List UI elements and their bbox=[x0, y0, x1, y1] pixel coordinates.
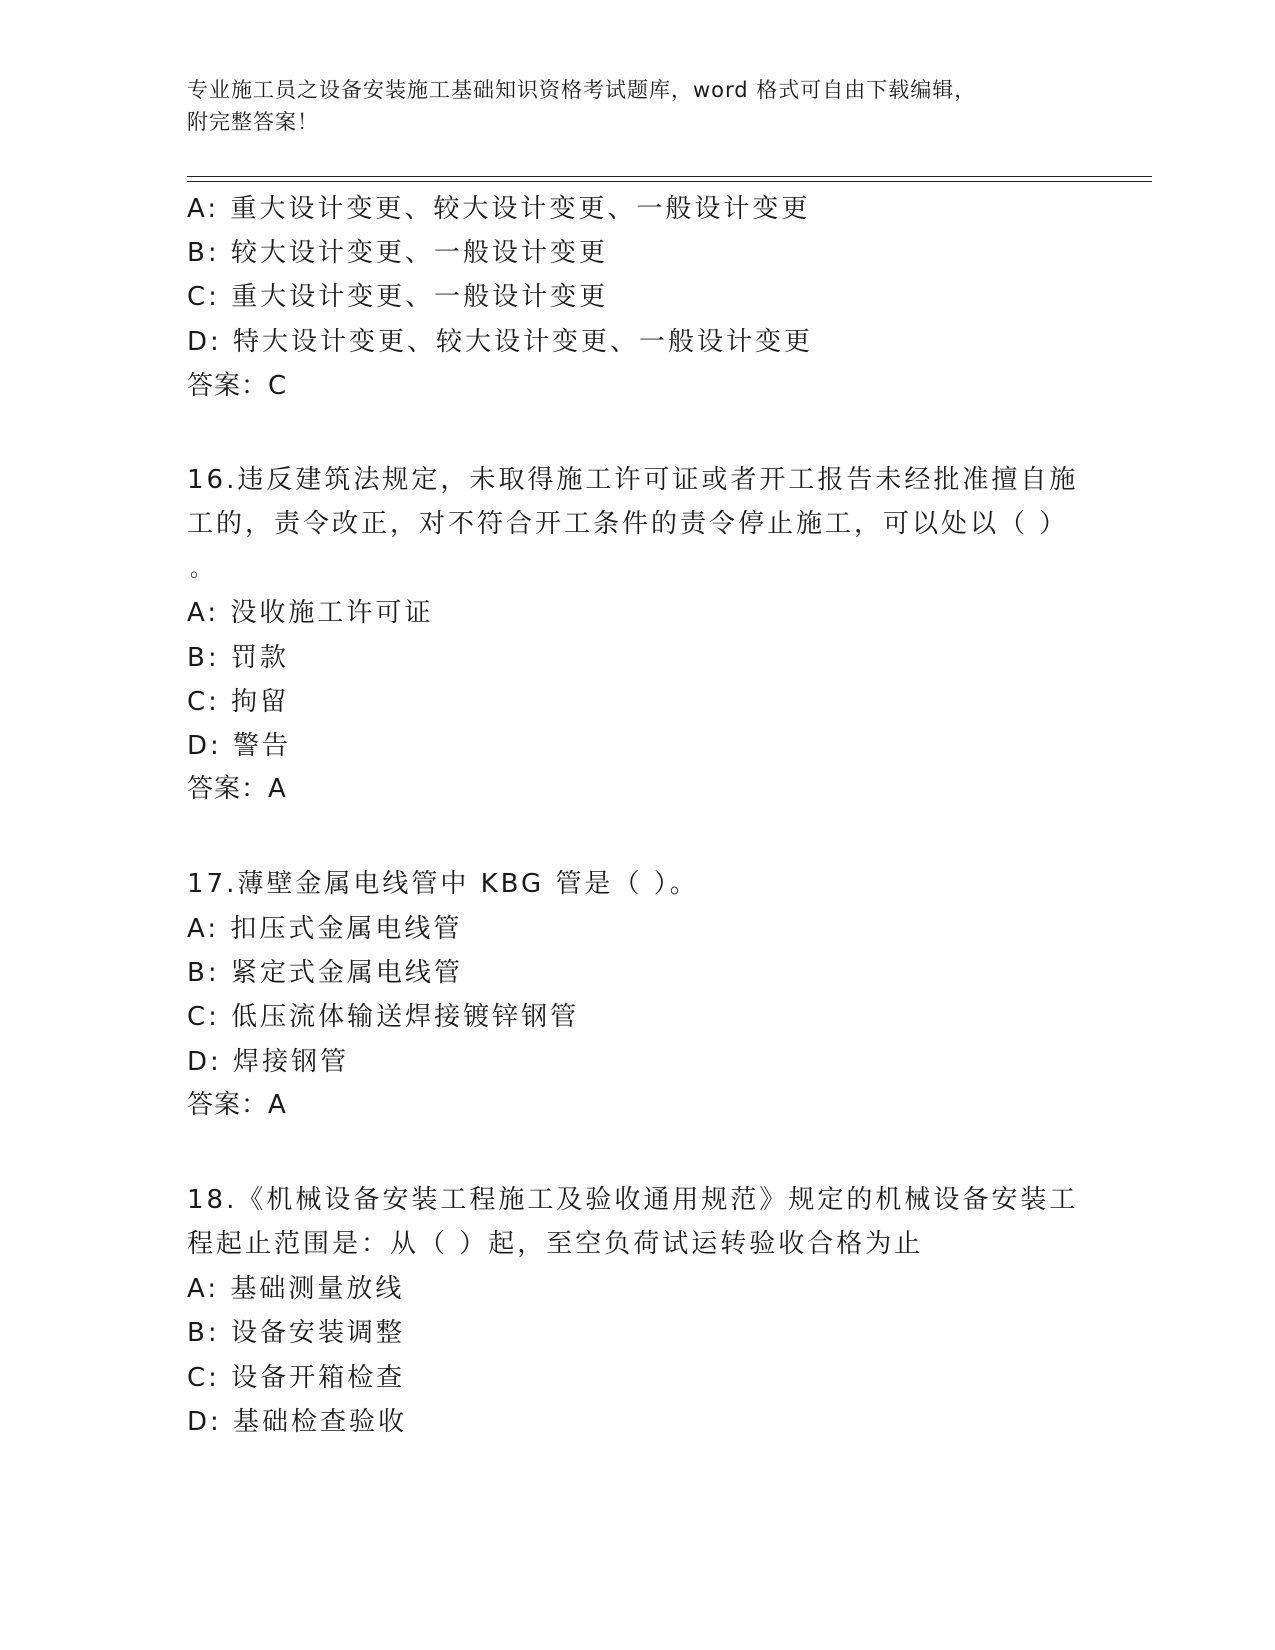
q15-option-b: B: 较大设计变更、一般设计变更 bbox=[187, 238, 608, 268]
q18-text-line-1: 18.《机械设备安装工程施工及验收通用规范》规定的机械设备安装工 bbox=[187, 1185, 1079, 1215]
q16-option-a: A: 没收施工许可证 bbox=[187, 598, 434, 628]
q18-option-d: D: 基础检查验收 bbox=[187, 1407, 408, 1437]
q15-option-c: C: 重大设计变更、一般设计变更 bbox=[187, 282, 609, 312]
header-line-1: 专业施工员之设备安装施工基础知识资格考试题库，word 格式可自由下载编辑， bbox=[187, 78, 977, 102]
q17-option-c: C: 低压流体输送焊接镀锌钢管 bbox=[187, 1002, 580, 1032]
document-header bbox=[187, 74, 1087, 138]
q16-text-line-2: 工的，责令改正，对不符合开工条件的责令停止施工，可以处以（ ） bbox=[187, 509, 1069, 539]
q16-option-d: D: 警告 bbox=[187, 731, 292, 761]
q17-option-a: A: 扣压式金属电线管 bbox=[187, 914, 463, 944]
q16-answer: 答案：A bbox=[187, 774, 287, 804]
q17-answer: 答案：A bbox=[187, 1090, 287, 1120]
q15-option-d: D: 特大设计变更、较大设计变更、一般设计变更 bbox=[187, 327, 814, 357]
q16-option-b: B: 罚款 bbox=[187, 643, 289, 673]
q16-text-line-1: 16.违反建筑法规定，未取得施工许可证或者开工报告未经批准擅自施 bbox=[187, 465, 1079, 495]
q18-option-c: C: 设备开箱检查 bbox=[187, 1363, 406, 1393]
q16-text-line-3: 。 bbox=[190, 557, 213, 582]
q17-option-d: D: 焊接钢管 bbox=[187, 1047, 350, 1077]
q15-option-a: A: 重大设计变更、较大设计变更、一般设计变更 bbox=[187, 194, 811, 224]
q15-answer: 答案：C bbox=[187, 371, 288, 401]
header-line-2: 附完整答案！ bbox=[187, 110, 319, 134]
header-divider-top bbox=[187, 176, 1152, 177]
q17-text-line-1: 17.薄壁金属电线管中 KBG 管是（ ）。 bbox=[187, 869, 699, 899]
q17-option-b: B: 紧定式金属电线管 bbox=[187, 958, 463, 988]
q18-option-a: A: 基础测量放线 bbox=[187, 1274, 405, 1304]
q16-option-c: C: 拘留 bbox=[187, 687, 290, 717]
q18-option-b: B: 设备安装调整 bbox=[187, 1318, 405, 1348]
q18-text-line-2: 程起止范围是：从（ ）起，至空负荷试运转验收合格为止 bbox=[187, 1229, 924, 1259]
header-divider-bottom bbox=[187, 181, 1152, 182]
